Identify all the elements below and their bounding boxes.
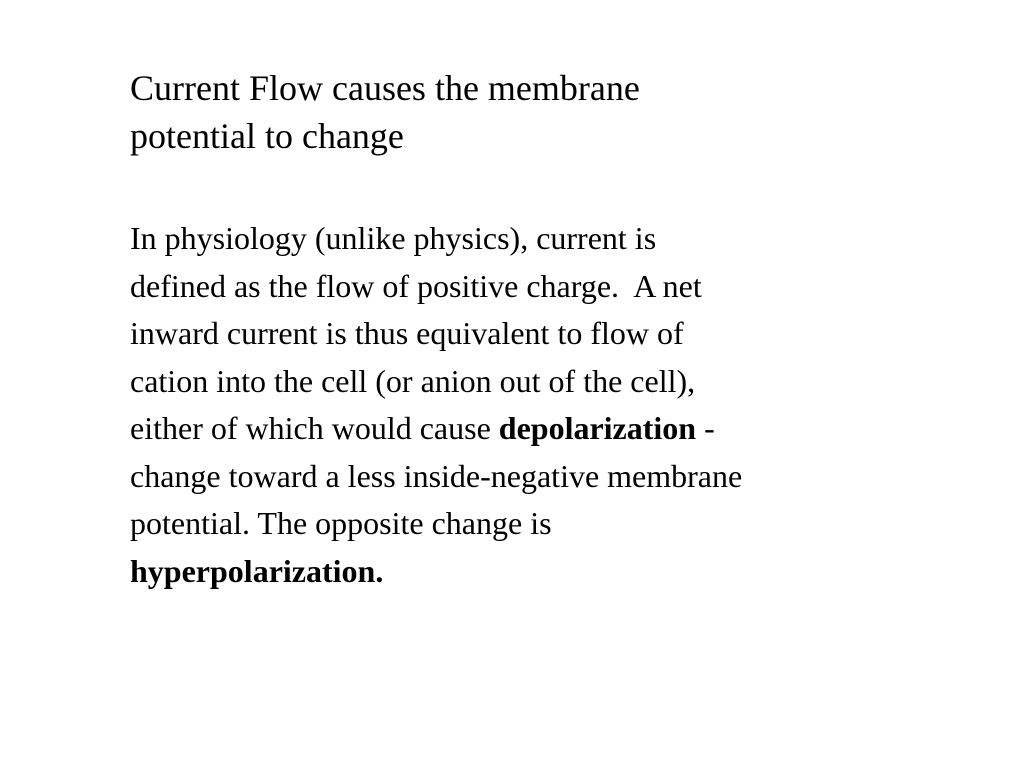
body-line: change toward a less inside-negative membrane (130, 457, 743, 494)
body-line: potential. The opposite change is (130, 505, 552, 541)
body-text: - (696, 410, 715, 446)
body-line: In physiology (unlike physics), current is (130, 220, 657, 256)
body-line: cation into the cell (or anion out of the cell), (130, 362, 696, 399)
body-line: defined as the flow of positive charge. A net (130, 267, 702, 304)
body-line (130, 405, 930, 453)
term-depolarization: depolarization (498, 410, 697, 446)
term-hyperpolarization: hyperpolarization. (130, 552, 384, 589)
body-line: inward current is thus equivalent to flow of (130, 315, 684, 351)
slide-body-paragraph (130, 215, 930, 595)
slide-title-line: Current Flow causes the membrane (130, 68, 640, 108)
body-text: either of which would cause (130, 410, 499, 446)
body-line (130, 548, 930, 596)
slide-title-line: potential to change (130, 116, 404, 156)
slide-title (130, 64, 930, 160)
